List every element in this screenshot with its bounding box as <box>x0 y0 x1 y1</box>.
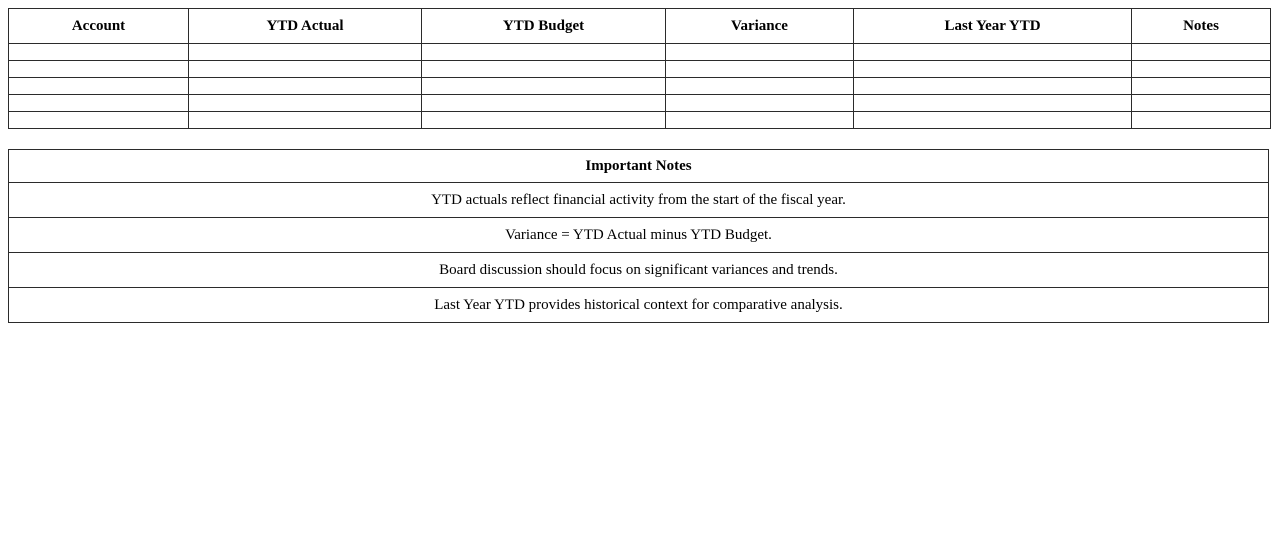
cell-account[interactable] <box>9 61 189 78</box>
cell-notes[interactable] <box>1132 95 1271 112</box>
column-header-ytd-actual: YTD Actual <box>189 9 422 44</box>
cell-notes[interactable] <box>1132 61 1271 78</box>
table-row[interactable] <box>9 112 1271 129</box>
cell-notes[interactable] <box>1132 44 1271 61</box>
cell-account[interactable] <box>9 44 189 61</box>
cell-last-year-ytd[interactable] <box>854 44 1132 61</box>
note-text: Board discussion should focus on significant variances and trends. <box>9 253 1269 288</box>
note-text: Variance = YTD Actual minus YTD Budget. <box>9 218 1269 253</box>
cell-ytd-actual[interactable] <box>189 112 422 129</box>
cell-account[interactable] <box>9 112 189 129</box>
cell-variance[interactable] <box>666 44 854 61</box>
cell-ytd-actual[interactable] <box>189 44 422 61</box>
cell-ytd-actual[interactable] <box>189 95 422 112</box>
cell-account[interactable] <box>9 78 189 95</box>
table-row[interactable] <box>9 61 1271 78</box>
cell-last-year-ytd[interactable] <box>854 61 1132 78</box>
cell-ytd-actual[interactable] <box>189 61 422 78</box>
cell-variance[interactable] <box>666 61 854 78</box>
table-row[interactable] <box>9 78 1271 95</box>
notes-title: Important Notes <box>9 150 1269 183</box>
cell-last-year-ytd[interactable] <box>854 112 1132 129</box>
column-header-ytd-budget: YTD Budget <box>422 9 666 44</box>
note-text: YTD actuals reflect financial activity from the start of the fiscal year. <box>9 183 1269 218</box>
cell-variance[interactable] <box>666 112 854 129</box>
cell-ytd-budget[interactable] <box>422 78 666 95</box>
cell-variance[interactable] <box>666 95 854 112</box>
column-header-variance: Variance <box>666 9 854 44</box>
notes-body <box>9 183 1269 323</box>
note-row <box>9 218 1269 253</box>
cell-ytd-budget[interactable] <box>422 112 666 129</box>
note-row <box>9 183 1269 218</box>
table-header <box>9 9 1271 44</box>
table-row[interactable] <box>9 44 1271 61</box>
cell-ytd-budget[interactable] <box>422 95 666 112</box>
cell-ytd-budget[interactable] <box>422 44 666 61</box>
column-header-account: Account <box>9 9 189 44</box>
note-text: Last Year YTD provides historical context for comparative analysis. <box>9 288 1269 323</box>
notes-header-row <box>9 150 1269 183</box>
cell-variance[interactable] <box>666 78 854 95</box>
table-row[interactable] <box>9 95 1271 112</box>
cell-notes[interactable] <box>1132 78 1271 95</box>
header-row <box>9 9 1271 44</box>
table-body <box>9 44 1271 129</box>
cell-last-year-ytd[interactable] <box>854 78 1132 95</box>
cell-last-year-ytd[interactable] <box>854 95 1132 112</box>
cell-account[interactable] <box>9 95 189 112</box>
notes-header <box>9 150 1269 183</box>
column-header-last-year-ytd: Last Year YTD <box>854 9 1132 44</box>
financial-summary-table <box>8 8 1271 129</box>
column-header-notes: Notes <box>1132 9 1271 44</box>
important-notes-table <box>8 149 1269 323</box>
cell-notes[interactable] <box>1132 112 1271 129</box>
note-row <box>9 288 1269 323</box>
cell-ytd-budget[interactable] <box>422 61 666 78</box>
note-row <box>9 253 1269 288</box>
cell-ytd-actual[interactable] <box>189 78 422 95</box>
